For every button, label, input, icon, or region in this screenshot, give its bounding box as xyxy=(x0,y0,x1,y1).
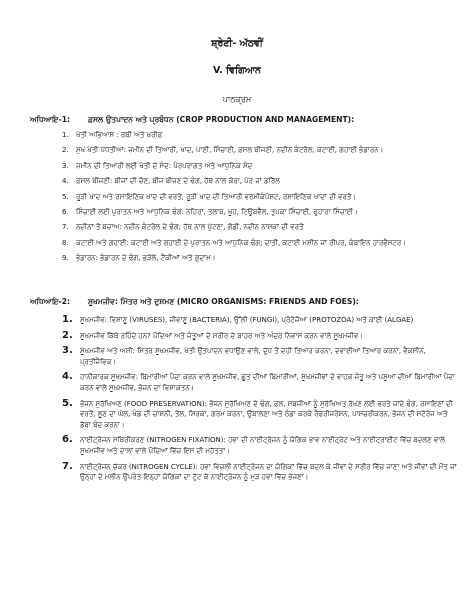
item-text: ਜ਼ਮੀਨ ਦੀ ਤਿਆਰੀ ਲਈ ਖੇਤੀ ਦੇ ਸੰਦ: ਪੰਰਪਰਾਗਤ ਅਤੇ ਆਧੁਨਿਕ ਸੰਦ xyxy=(76,161,253,170)
item-number: 7. xyxy=(62,460,73,472)
list-item xyxy=(62,145,457,155)
chapter-2-heading xyxy=(30,297,359,307)
list-item xyxy=(62,372,457,393)
item-text: ਮੁੱਖ ਖੇਤੀ ਪੱਧਤੀਆਂ: ਜ਼ਮੀਨ ਦੀ ਤਿਆਰੀ, ਖਾਦ, ਪਾਣੀ, ਸਿੰਚਾਈ, ਫ਼ਸਲ ਬੀਜਣੀ, ਨਦੀਨ ਕੰਟਰੋਲ, ਕਟਾਈ, ਗਹਾਈ ਭੰਡਾਰਨ। xyxy=(76,146,384,155)
item-number: 5. xyxy=(62,397,73,409)
chapter-2-list xyxy=(62,315,457,488)
list-item xyxy=(62,238,457,248)
item-number: 4. xyxy=(62,371,73,383)
class-title: ਸ਼੍ਰੇਣੀ- ਅੱਠਵੀਂ xyxy=(211,38,263,49)
item-text: ਨਦੀਨਾਂ ਤੋਂ ਬਚਾਅ: ਨਦੀਨ ਕੰਟਰੋਲ ਦੇ ਢੰਗ; ਹੱਥ ਨਾਲ ਪੁੱਟਣਾ, ਗੋਡੀ, ਨਦੀਨ ਨਾਸ਼ਕਾਂ ਦੀ ਵਰਤੋਂ xyxy=(76,223,304,232)
list-item xyxy=(62,331,457,342)
item-number: 3. xyxy=(62,161,69,170)
item-text: ਫ਼ਸਲ ਬੀਜਣੀ: ਬੀਜਾਂ ਦੀ ਚੋਣ, ਬੀਜ ਬੀਜਣ ਦੇ ਢੰਗ, ਹੱਥ ਨਾਲ ਕੇਰਾ, ਪੋਰ ਜਾਂ ਡਰਿੱਲ xyxy=(76,177,280,186)
item-text: ਭੰਡਾਰਨ: ਭੰਡਾਰਨ ਦੇ ਢੰਗ, ਭੜੋਲੇ, ਟੈਂਕੀਆਂ ਅਤੇ ਗੁਦਾਮ। xyxy=(76,254,216,263)
item-number: 4. xyxy=(62,177,69,186)
item-number: 1. xyxy=(62,314,73,325)
list-item xyxy=(62,399,457,431)
list-item xyxy=(62,222,457,232)
chapter-1-number: ਅਧਿਆਇ-1: xyxy=(30,115,71,124)
item-number: 6. xyxy=(62,434,73,446)
item-text: ਰੂੜੀ ਖਾਦ ਅਤੇ ਰਸਾਇਣਿਕ ਖਾਦ ਦੀ ਵਰਤੋਂ, ਰੂੜੀ ਖਾਦ ਦੀ ਤਿਆਰੀ ਵਰਮੀਕੰਪੋਸਟ, ਰਸਾਇਣਿਕ ਖਾਦਾਂ ਦੀ ਵਰਤੋਂ। xyxy=(76,192,356,201)
item-text: ਭੋਜਨ ਸੁਰੱਖਿਅਣ (FOOD PRESERVATION): ਭੋਜਨ ਸੁਰੱਖਿਅਣ ਦੇ ਢੰਗ, ਫ਼ਲ, ਸਬਜ਼ੀਆਂ ਨੂੰ ਸੁਰੱਖਿਅਤ ਰੱਖਣ ਲਈ ਵਰਤੇ ਜਾਂਦੇ ਢੰਗ, ਰਸਾਇਣਾਂ ਦੀ ਵਰਤੋਂ, ਲੂਣ ਦਾ ਘੋਲ, ਖੰਡ ਦੀ ਚਾਸ਼ਨੀ, ਤੇਲ, ਸਿਰਕਾ, ਗਰਮ ਕਰਨਾ, ਉਬਾਲਣਾ ਅਤੇ ਠੰਡਾ ਕਰਕੇ ਰੈਫਰੀਜਰੇਸ਼ਨ, ਪਾਸਚਰੀਕਰਨ, ਭੋਜਨ ਦੀ ਸਟੋਰੇਜ ਅਤੇ ਡੱਬਾ ਬੰਦ ਕਰਨਾ। xyxy=(80,399,453,429)
item-text: ਕਟਾਈ ਅਤੇ ਗਹਾਈ: ਕਟਾਈ ਅਤੇ ਗਹਾਈ ਦੇ ਪੁਰਾਤਨ ਅਤੇ ਆਧੁਨਿਕ ਢੰਗ; ਦਾਤੀ, ਕਟਾਈ ਮਸ਼ੀਨ ਜਾਂ ਰੀਪਰ, ਕੰਬਾਇਨ ਹਾਰਵੈਸਟਰ। xyxy=(76,238,406,247)
list-item xyxy=(62,192,457,202)
list-item xyxy=(62,315,457,326)
item-number: 2. xyxy=(62,146,69,155)
item-text: ਹਾਨੀਕਾਰਕ ਸੂਖਮਜੀਵ: ਬਿਮਾਰੀਆਂ ਪੈਦਾ ਕਰਨ ਵਾਲੇ ਸੂਖਮਜੀਵ, ਛੂਤ ਦੀਆਂ ਬਿਮਾਰੀਆਂ, ਸੂਖਮਜੀਵਾਂ ਦੇ ਵਾਹਕ ਜੰਤੂ ਅਤੇ ਪਸ਼ੂਆਂ ਦੀਆਂ ਬਿਮਾਰੀਆਂ ਪੈਦਾ ਕਰਨ ਵਾਲੇ ਸੂਖਮਜੀਵ, ਭੋਜਨ ਦਾ ਵਿਸ਼ਾਕਤਨ। xyxy=(80,373,455,392)
list-item xyxy=(62,207,457,217)
item-number: 9. xyxy=(62,254,69,263)
item-text: ਸਿੰਚਾਈ ਲਈ ਪੁਰਾਤਨ ਅਤੇ ਆਧੁਨਿਕ ਢੰਗ: ਨਹਿਰਾਂ, ਤਲਾਬ, ਖੂਹ, ਟਿਊਬਵੈੱਲ, ਤੁਪਕਾ ਸਿੰਚਾਈ, ਫੁਹਾਰਾ ਸਿੰਚਾਈ। xyxy=(76,207,358,216)
list-item xyxy=(62,130,457,140)
list-item xyxy=(62,346,457,367)
list-item xyxy=(62,161,457,171)
item-number: 1. xyxy=(62,131,69,139)
item-text: ਸੂਖਮਜੀਵ ਕਿੱਥੇ ਰਹਿੰਦੇ ਹਨ? ਪੌਦਿਆਂ ਅਤੇ ਜੰਤੂਆਂ ਦੇ ਸਰੀਰ ਦੇ ਬਾਹਰ ਅਤੇ ਅੰਦਰ ਨਿਵਾਸ ਕਰਨ ਵਾਲੇ ਸੂਖਮਜੀਵ। xyxy=(80,331,363,340)
item-text: ਨਾਈਟ੍ਰੋਜਨ ਸਥਿਰੀਕਰਣ (NITROGEN FIXATION): ਹਵਾ ਦੀ ਨਾਈਟ੍ਰੋਜਨ ਨੂੰ ਯੋਗਿਕ ਭਾਵ ਨਾਈਟ੍ਰੇਟ ਅਤੇ ਨਾਈਟ੍ਰਾਈਟ ਵਿੱਚ ਬਦਲਣ ਵਾਲੇ ਸੂਖਮਜੀਵ ਅਤੇ ਦਾਲਾਂ ਵਾਲੇ ਪੌਦਿਆਂ ਵਿੱਚ ਇਸ ਦੀ ਮਹੱਤਤਾ। xyxy=(80,436,446,455)
item-text: ਸੂਖਮਜੀਵ ਅਤੇ ਅਸੀਂ: ਮਿੱਤਰ ਸੂਖਮਜੀਵ, ਖੇਤੀ ਉਤਪਾਦਨ ਵਧਾਉਣ ਵਾਲੇ, ਦੁੱਧ ਤੋਂ ਦਹੀਂ ਤਿਆਰ ਕਰਨਾ, ਦਵਾਈਆਂ ਤਿਆਰ ਕਰਨਾ, ਵੈਕਸੀਨ, ਪ੍ਰਤੀਜੈਵਿਕ। xyxy=(80,347,426,366)
item-number: 2. xyxy=(62,329,73,341)
list-item xyxy=(62,435,457,456)
list-item xyxy=(62,253,457,263)
subject-title: V. ਵਿਗਿਆਨ xyxy=(213,65,261,76)
item-number: 6. xyxy=(62,207,69,216)
item-text: ਸੂਖਮਜੀਵ: ਵਿਸ਼ਾਣੂ (VIRUSES), ਜੀਵਾਣੂ (BACTERIA), ਉੱਲੀ (FUNGI), ਪ੍ਰੋਟੋਜ਼ੋਆ (PROTOZOA) ਅਤੇ ਕਾਈ (ALGAE) xyxy=(80,316,414,324)
chapter-1-title: ਫ਼ਸਲ ਉਤਪਾਦਨ ਅਤੇ ਪ੍ਰਬੰਧਨ (CROP PRODUCTION AND MANAGEMENT): xyxy=(88,115,355,124)
item-number: 8. xyxy=(62,238,69,247)
syllabus-heading: ਪਾਠਕ੍ਰਮ xyxy=(222,95,252,104)
chapter-1-heading xyxy=(30,115,354,125)
chapter-2-title: ਸੂਖਮਜੀਵ: ਮਿੱਤਰ ਅਤੇ ਦੁਸ਼ਮਣ (MICRO ORGANISMS: FRIENDS AND FOES): xyxy=(88,297,359,306)
item-text: ਖੇਤੀ ਅਭਿਆਸ : ਰਬੀ ਅਤੇ ਖ਼ਰੀਫ਼ xyxy=(76,131,163,139)
chapter-1-list xyxy=(62,130,457,269)
item-number: 7. xyxy=(62,223,69,232)
item-text: ਨਾਈਟ੍ਰੋਜਨ ਚੱਕਰ (NITROGEN CYCLE): ਹਵਾ ਵਿਚਲੀ ਨਾਈਟ੍ਰੋਜਨ ਦਾ ਯੋਗਿਕਾਂ ਵਿੱਚ ਬਦਲ ਕੇ ਜੀਵਾਂ ਦੇ ਸਰੀਰ ਵਿੱਚ ਜਾਣਾ ਅਤੇ ਜੀਵਾਂ ਦੀ ਮੌਤ ਜਾਂ ਉਨ੍ਹਾਂ ਦੇ ਮਲੀਨ ਉਪਰੰਤ ਇਨ੍ਹਾਂ ਯੋਗਿਕਾਂ ਦਾ ਟੁੱਟ ਕੇ ਨਾਈਟ੍ਰੋਜਨ ਨੂੰ ਮੁੜ ਹਵਾ ਵਿੱਚ ਭੇਜਣਾ। xyxy=(80,462,457,482)
item-number: 3. xyxy=(62,345,73,357)
chapter-2-number: ਅਧਿਆਇ-2: xyxy=(30,297,71,306)
list-item xyxy=(62,462,457,483)
list-item xyxy=(62,176,457,186)
item-number: 5. xyxy=(62,192,69,201)
